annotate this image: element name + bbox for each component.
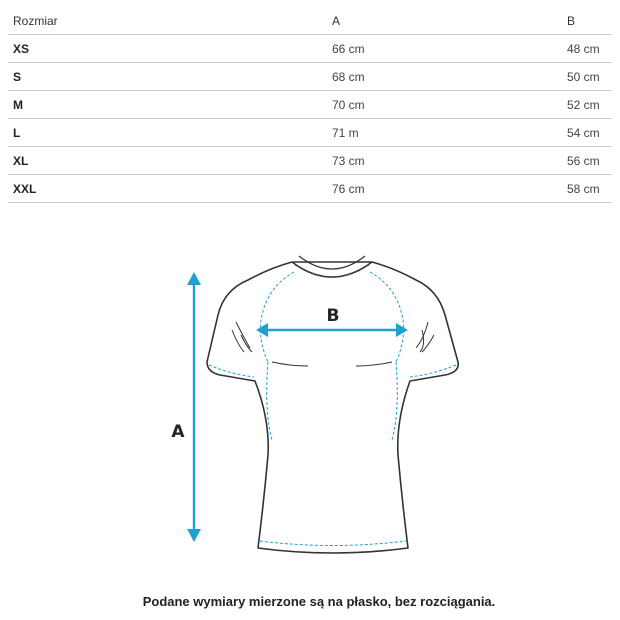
measure-b-cell: 48 cm xyxy=(562,35,612,63)
measurement-note: Podane wymiary mierzone są na płasko, bez rozciągania. xyxy=(142,594,496,609)
measure-a-cell: 73 cm xyxy=(327,147,562,175)
table-row xyxy=(8,175,612,203)
label-b: B xyxy=(326,306,340,326)
size-table xyxy=(8,7,612,203)
size-cell: S xyxy=(8,63,327,91)
measure-b-cell: 54 cm xyxy=(562,119,612,147)
table-row xyxy=(8,91,612,119)
table-row xyxy=(8,35,612,63)
table-row xyxy=(8,119,612,147)
measure-a-cell: 68 cm xyxy=(327,63,562,91)
measure-a-cell: 70 cm xyxy=(327,91,562,119)
measure-a-cell: 71 m xyxy=(327,119,562,147)
size-cell: XS xyxy=(8,35,327,63)
measure-b-cell: 56 cm xyxy=(562,147,612,175)
header-rozmiar: Rozmiar xyxy=(8,7,327,35)
tshirt-diagram xyxy=(160,245,480,565)
size-cell: L xyxy=(8,119,327,147)
table-row xyxy=(8,63,612,91)
size-cell: M xyxy=(8,91,327,119)
measure-b-cell: 50 cm xyxy=(562,63,612,91)
measure-b-cell: 52 cm xyxy=(562,91,612,119)
table-row xyxy=(8,147,612,175)
size-cell: XXL xyxy=(8,175,327,203)
header-a: A xyxy=(327,7,562,35)
measure-b-cell: 58 cm xyxy=(562,175,612,203)
table-header-row xyxy=(8,7,612,35)
arrow-a xyxy=(187,272,201,542)
measure-a-cell: 76 cm xyxy=(327,175,562,203)
measure-a-cell: 66 cm xyxy=(327,35,562,63)
label-a: A xyxy=(171,422,185,442)
size-cell: XL xyxy=(8,147,327,175)
header-b: B xyxy=(562,7,612,35)
